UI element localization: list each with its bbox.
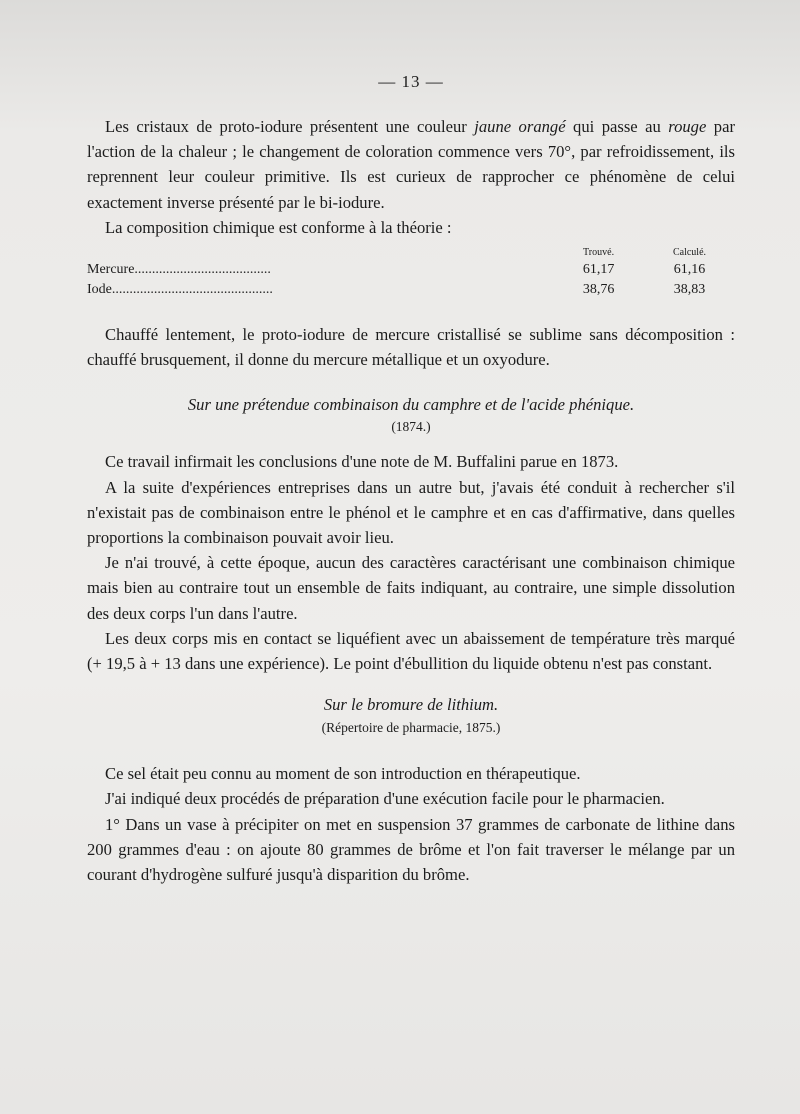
- row-label: Mercure.......................................: [87, 262, 271, 278]
- paragraph-no-combination: Je n'ai trouvé, à cette époque, aucun des caractères caractérisant une combinaison chimique mais bien au contraire tout un ensemble de faits indiquant, au contraire, une simple dissolution des deux corps l'un dans l'autre.: [87, 553, 735, 623]
- col-header-found: Trouvé.: [583, 247, 615, 259]
- paragraph-composition: La composition chimique est conforme à la théorie :: [105, 217, 452, 237]
- paragraph-crystals: [87, 114, 735, 215]
- row-label: Iode..............................................: [87, 282, 273, 298]
- paragraph-heating: Chauffé lentement, le proto-iodure de mercure cristallisé se sublime sans décomposition : chauffé brusquement, il donne du mercure métallique et un oxyodure.: [87, 325, 735, 370]
- paragraph-sel: Ce sel était peu connu au moment de son introduction en thérapeutique.: [105, 764, 581, 784]
- paragraph-procedure-1: 1° Dans un vase à précipiter on met en suspension 37 grammes de carbonate de lithine dans 200 grammes d'eau : on ajoute 80 grammes de brôme et l'on fait traverser le mélange par un courant d'hydrogène sulfuré jusqu'à disparition du brôme.: [87, 814, 735, 885]
- section-source: (Répertoire de pharmacie, 1875.): [321, 720, 501, 736]
- p1-text-b: qui passe au: [565, 117, 669, 136]
- row-calc: 38,83: [673, 282, 706, 298]
- row-found: 61,17: [582, 262, 615, 278]
- paragraph-experiences: A la suite d'expériences entreprises dans un autre but, j'avais été conduit à rechercher s'il n'existait pas de combinaison entre le phénol et le camphre et en cas d'affirmative, dans quelles proportions la combinaison pouvait avoir lieu.: [87, 477, 735, 548]
- page-number: — 13 —: [378, 72, 444, 91]
- p1-italic-rouge: rouge: [668, 117, 707, 136]
- paragraph-procedes: J'ai indiqué deux procédés de préparation d'une exécution facile pour le pharmacien.: [105, 789, 665, 809]
- p1-italic-jaune-orange: jaune orangé: [474, 117, 566, 136]
- section-year: (1874.): [391, 419, 431, 435]
- col-header-calc: Calculé.: [672, 247, 707, 259]
- table-row: [87, 280, 735, 300]
- section-title-camphre: Sur une prétendue combinaison du camphre et de l'acide phénique.: [187, 395, 635, 415]
- row-calc: 61,16: [673, 262, 706, 278]
- paragraph-liquefaction: Les deux corps mis en contact se liquéfient avec un abaissement de température très marqué (+ 19,5 à + 13 dans une expérience). Le point d'ébullition du liquide obtenu n'est pas constant.: [87, 628, 735, 674]
- table-row: [87, 260, 735, 280]
- p1-text-c: par l'action de la chaleur ; le changement de coloration commence vers 70°, par refroidissement, ils reprennent leur couleur primitive. Ils est curieux de rapprocher ce phénomène de celui exactement inverse présenté par le bi-iodure.: [87, 117, 735, 212]
- section-title-bromure: Sur le bromure de lithium.: [323, 695, 499, 715]
- page-content: [87, 72, 735, 887]
- paragraph-buffalini: Ce travail infirmait les conclusions d'une note de M. Buffalini parue en 1873.: [105, 452, 619, 472]
- composition-table: [87, 246, 735, 300]
- row-found: 38,76: [582, 282, 615, 298]
- p1-text-a: Les cristaux de proto-iodure présentent une couleur: [105, 117, 475, 136]
- table-header-row: [87, 246, 735, 260]
